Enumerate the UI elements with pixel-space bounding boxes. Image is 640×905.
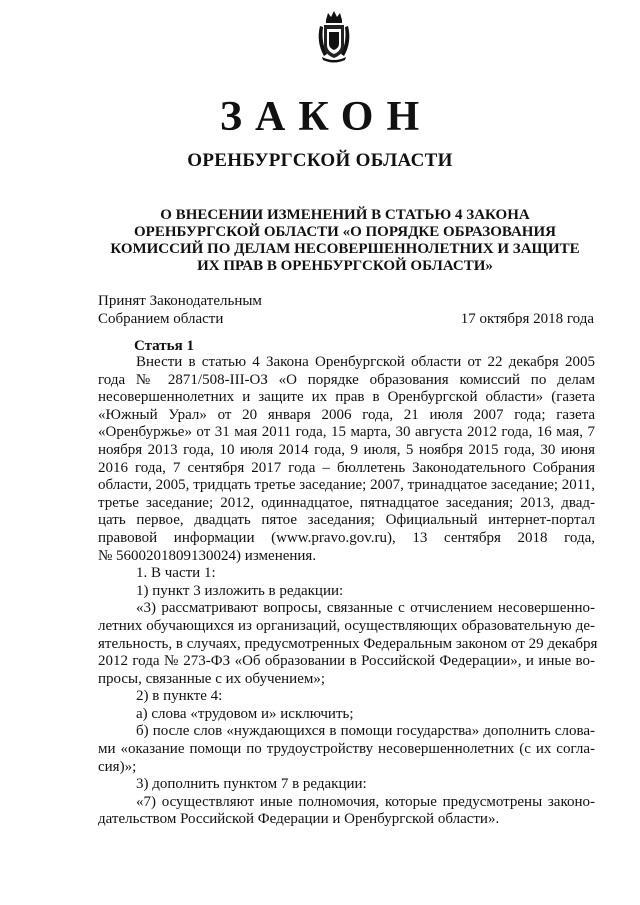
text-line: «Оренбуржье» от 31 мая 2011 года, 15 марта, 30 августа 2012 года, 16 мая, 7 — [98, 424, 595, 441]
text-line: дательством Российской Федерации и Оренбургской области». — [98, 811, 500, 828]
text-line: несовершеннолетних и защите их прав в Оренбургской области» (газета — [98, 389, 595, 406]
text-line: года № 2871/508-III-ОЗ «О порядке образования комиссий по делам — [98, 371, 595, 388]
text-line: ноября 2013 года, 10 июля 2014 года, 9 июля, 5 ноября 2015 года, 30 июня — [98, 441, 595, 458]
text-line: б) после слов «нуждающихся в помощи государства» дополнить слова- — [136, 723, 595, 740]
text-line: 2016 года, 7 сентября 2017 года – бюллетень Законодательного Собрания — [98, 459, 595, 476]
text-line: цать первое, двадцать пятое заседания; Официальный интернет-портал — [98, 512, 595, 529]
text-line: «Южный Урал» от 20 января 2006 года, 21 июля 2007 года; газета — [98, 406, 595, 423]
text-line: Внести в статью 4 Закона Оренбургской области от 22 декабря 2005 — [136, 354, 595, 370]
document-title: ЗАКОН — [219, 94, 433, 140]
text-line: 2) в пункте 4: — [136, 688, 223, 705]
text-line: области, 2005, тридцать третье заседание; 2007, тринадцатое заседание; 2011, — [98, 477, 595, 494]
text-line: правовой информации (www.pravo.gov.ru), 13 сентября 2018 года, — [98, 529, 595, 546]
text-line: 2012 года № 273-ФЗ «Об образовании в Российской Федерации», и иные во- — [98, 653, 595, 670]
law-name-line: О ВНЕСЕНИИ ИЗМЕНЕНИЙ В СТАТЬЮ 4 ЗАКОНА — [160, 207, 530, 223]
text-line: сия)»; — [98, 758, 137, 775]
text-line: а) слова «трудовом и» исключить; — [136, 705, 354, 722]
law-name-line: ИХ ПРАВ В ОРЕНБУРГСКОЙ ОБЛАСТИ» — [197, 258, 493, 274]
text-line: «7) осуществляют иные полномочия, которые предусмотрены законо- — [136, 793, 595, 810]
law-name — [95, 207, 595, 275]
text-line: 1) пункт 3 изложить в редакции: — [136, 582, 344, 599]
article-body — [98, 354, 598, 829]
text-line: ми «оказание помощи по трудоустройству несовершеннолетних (с их согла- — [98, 741, 595, 758]
adoption-line: Собранием области — [98, 311, 224, 327]
text-line: летних обучающихся из организаций, осуществляющих образовательную де- — [98, 617, 595, 634]
text-line: № 5600201809130024) изменения. — [98, 547, 317, 564]
article-title: Статья 1 — [134, 338, 194, 354]
text-line: третье заседание; 2012, одиннадцатое, пятнадцатое заседания; 2013, двад- — [98, 494, 595, 511]
law-name-line: ОРЕНБУРГСКОЙ ОБЛАСТИ «О ПОРЯДКЕ ОБРАЗОВАНИЯ — [134, 224, 556, 240]
text-line: «3) рассматривают вопросы, связанные с отчислением несовершенно- — [136, 600, 595, 617]
adoption-line: Принят Законодательным — [98, 293, 262, 309]
adoption-date: 17 октября 2018 года — [460, 311, 594, 327]
text-line: 3) дополнить пунктом 7 в редакции: — [136, 776, 367, 793]
law-name-line: КОМИССИЙ ПО ДЕЛАМ НЕСОВЕРШЕННОЛЕТНИХ И ЗАЩИТЕ — [110, 241, 580, 257]
text-line: ятельность, в случаях, предусмотренных Федеральным законом от 29 декабря — [98, 635, 598, 652]
text-line: 1. В части 1: — [136, 565, 216, 582]
adoption-note — [98, 292, 262, 328]
orenburg-coat-of-arms-icon — [314, 10, 354, 64]
text-line: просы, связанные с их обучением»; — [98, 670, 326, 687]
document-subtitle: ОРЕНБУРГСКОЙ ОБЛАСТИ — [187, 150, 453, 171]
